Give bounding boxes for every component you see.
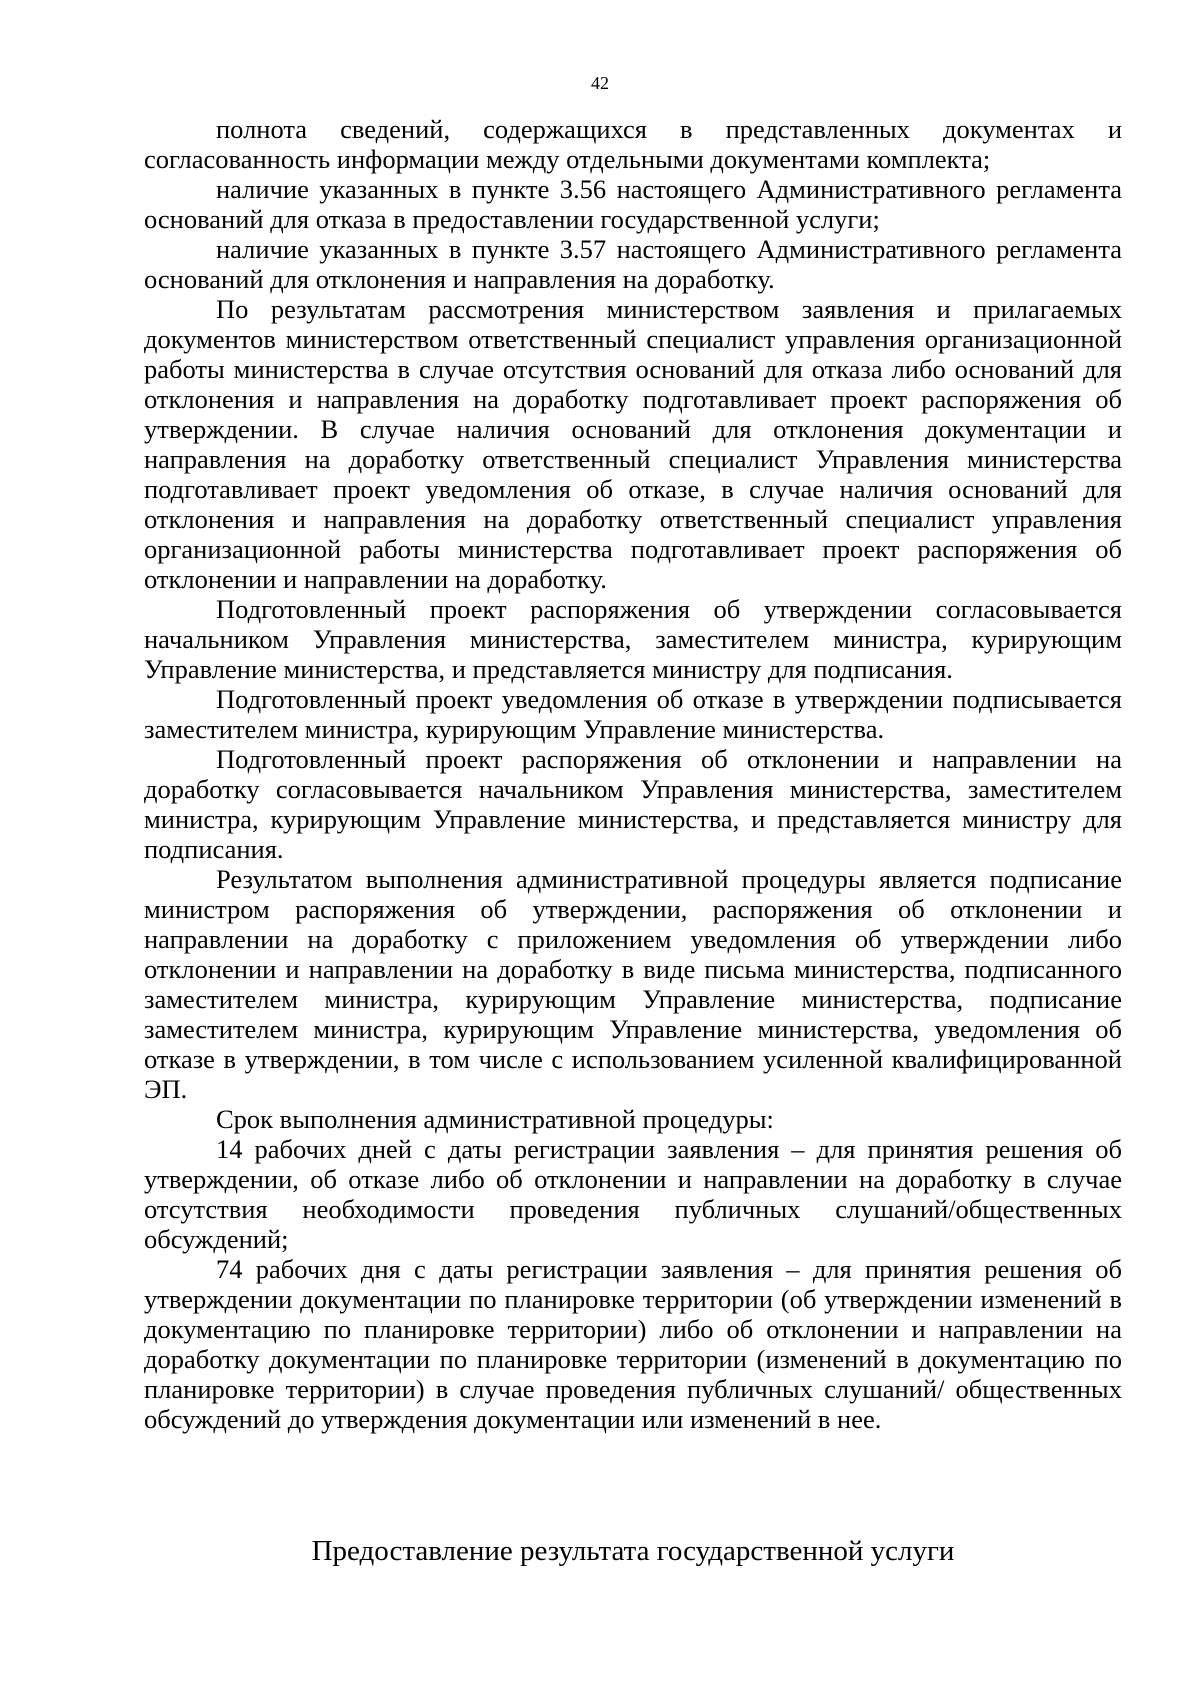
paragraph-review-results: По результатам рассмотрения министерством заявления и прилагаемых документов министерством ответственный специалист управления организационной работы министерства в случае отсутствия оснований для отказа либо оснований для отклонения и направления на доработку подготавливает проект распоряжения об утверждении. В случае наличия оснований для отклонения документации и направления на доработку ответственный специалист Управления министерства подготавливает проект уведомления об отказе, в случае наличия оснований для отклонения и направления на доработку ответственный специалист управления организационной работы министерства подготавливает проект распоряжения об отклонении и направлении на доработку. (144, 294, 1122, 594)
paragraph-term-14-days: 14 рабочих дней с даты регистрации заявления – для принятия решения об утверждении, об отказе либо об отклонении и направлении на доработку в случае отсутствия необходимости проведения публичных слушаний/общественных обсуждений; (144, 1134, 1122, 1254)
paragraph-refusal-grounds: наличие указанных в пункте 3.56 настоящего Административного регламента оснований для отказа в предоставлении государственной услуги; (144, 174, 1122, 234)
section-heading: Предоставление результата государственной услуги (311, 1535, 955, 1567)
paragraph-procedure-term: Срок выполнения административной процедуры: (216, 1104, 774, 1134)
paragraph-approval-draft: Подготовленный проект распоряжения об утверждении согласовывается начальником Управления министерства, заместителем министра, курирующим Управление министерства, и представляется министру для подписания. (144, 594, 1122, 684)
paragraph-completeness: полнота сведений, содержащихся в представленных документах и согласованность информации между отдельными документами комплекта; (144, 114, 1122, 174)
document-body (144, 114, 1122, 1434)
paragraph-term-74-days: 74 рабочих дня с даты регистрации заявления – для принятия решения об утверждении документации по планировке территории (об утверждении изменений в документацию по планировке территории) либо об отклонении и направлении на доработку документации по планировке территории (изменений в документацию по планировке территории) в случае проведения публичных слушаний/ общественных обсуждений до утверждения документации или изменений в нее. (144, 1254, 1122, 1434)
page-number: 42 (591, 73, 609, 93)
paragraph-refusal-notice: Подготовленный проект уведомления об отказе в утверждении подписывается заместителем министра, курирующим Управление министерства. (144, 684, 1122, 744)
paragraph-rejection-grounds: наличие указанных в пункте 3.57 настоящего Административного регламента оснований для отклонения и направления на доработку. (144, 234, 1122, 294)
paragraph-procedure-result: Результатом выполнения административной процедуры является подписание министром распоряжения об утверждении, распоряжения об отклонении и направлении на доработку с приложением уведомления об утверждении либо отклонении и направлении на доработку в виде письма министерства, подписанного заместителем министра, курирующим Управление министерства, подписание заместителем министра, курирующим Управление министерства, уведомления об отказе в утверждении, в том числе с использованием усиленной квалифицированной ЭП. (144, 864, 1122, 1104)
paragraph-rejection-draft: Подготовленный проект распоряжения об отклонении и направлении на доработку согласовывается начальником Управления министерства, заместителем министра, курирующим Управление министерства, и представляется министру для подписания. (144, 744, 1122, 864)
